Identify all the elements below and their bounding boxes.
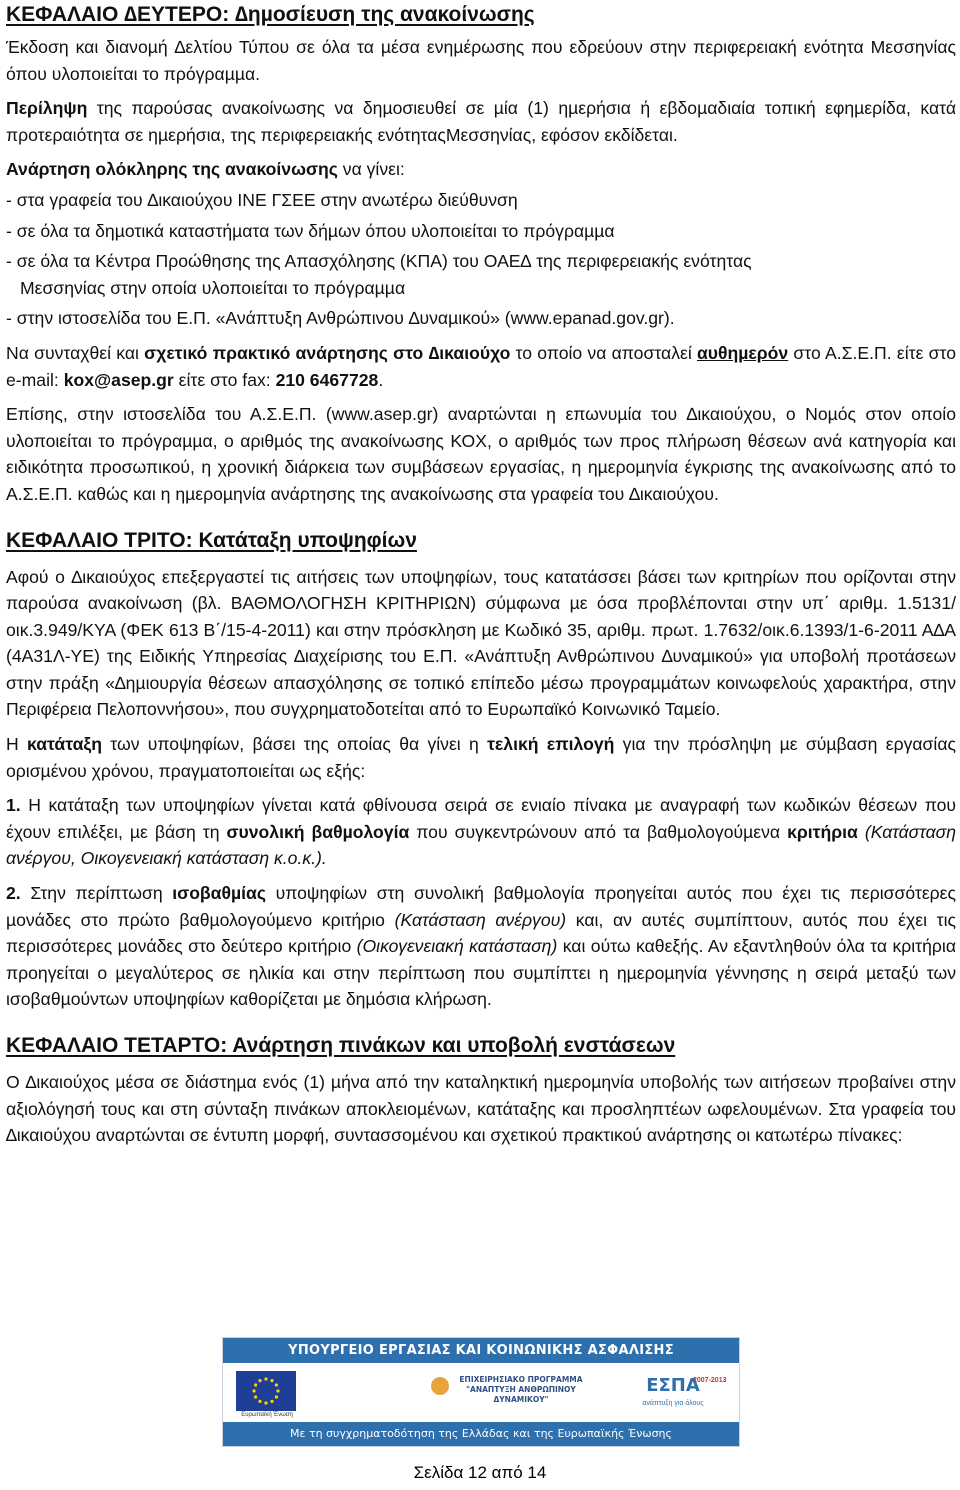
program-logo-icon <box>431 1377 449 1395</box>
section2-para-summary: Περίληψη της παρούσας ανακοίνωσης να δηµοσιευθεί σε µία (1) ηµερήσια ή εβδοµαδιαία τοπική εφηµερίδα, κατά προτεραιότητα σε ηµερήσια, της περιφερειακής ενότηταςΜεσσηνίας, εφόσον εκδίδεται. <box>6 98 956 145</box>
section2-para-posting: Ανάρτηση ολόκληρης της ανακοίνωσης να γίνει: <box>6 159 405 180</box>
eu-flag-icon <box>236 1371 296 1411</box>
program-logo-text: ΕΠΙΧΕΙΡΗΣΙΑΚΟ ΠΡΟΓΡΑΜΜΑ "ΑΝΑΠΤΥΞΗ ΑΝΘΡΩΠΙΝΟΥ ΔΥΝΑΜΙΚΟΥ" <box>459 1375 583 1404</box>
section2-para-minutes: Να συνταχθεί και σχετικό πρακτικό ανάρτησης στο ∆ικαιούχο το οποίο να αποσταλεί αυθηµερόν στο Α.Σ.Ε.Π. είτε στο e-mail: kox@asep.gr είτε στο fax: 210 6467728. <box>6 342 957 390</box>
section3-rule-1: 1. Η κατάταξη των υποψηφίων γίνεται κατά φθίνουσα σειρά σε ενιαίο πίνακα µε αναγραφή των κωδικών θέσεων που έχουν επιλέξει, µε βάση τη συνολική βαθµολογία που συγκεντρώνουν από τα βαθµολογούµενα κριτήρια (Κατάσταση ανέργου, Οικογενειακή κατάσταση κ.ο.κ.). <box>6 795 956 869</box>
cofunding-text: Με τη συγχρηματοδότηση της Ελλάδας και της Ευρωπαϊκής Ένωσης <box>223 1422 739 1446</box>
section3-rule-2: 2. Στην περίπτωση ισοβαθµίας υποψηφίων στη συνολική βαθµολογία προηγείται αυτός που έχει τις περισσότερες µονάδες στο πρώτο βαθµολογούµενο κριτήριο (Κατάσταση ανέργου) και, αν αυτές συµπίπτουν, αυτός που έχει τις περισσότερες µονάδες στο δεύτερο κριτήριο (Οικογενειακή κατάσταση) και ούτω καθεξής. Αν εξαντληθούν όλα τα κριτήρια προηγείται ο µεγαλύτερος σε ηλικία και στην περίπτωση που συµπίπτει η ηµεροµηνία γέννησης η σειρά µεταξύ των ισοβαθµούντων υποψηφίων καθορίζεται µε δηµόσια κλήρωση. <box>6 883 957 1010</box>
section2-para-asep: Επίσης, στην ιστοσελίδα του Α.Σ.Ε.Π. (www.asep.gr) αναρτώνται η επωνυµία του ∆ικαιούχου, ο Νοµός στον οποίο υλοποιείται το πρόγραµµα, ο αριθµός της ανακοίνωσης ΚΟΧ, ο αριθµός των προς πλήρωση θέσεων ανά κατηγορία και ειδικότητα προσωπικού, η χρονική διάρκεια των συµβάσεων εργασίας, η ηµεροµηνία έγκρισης της ανακοίνωσης από το Α.Σ.Ε.Π. καθώς και η ηµεροµηνία ανάρτησης της ανακοίνωσης στα γραφεία του ∆ικαιούχου. <box>6 404 956 504</box>
posting-item: - σε όλα τα δηµοτικά καταστήµατα των δήµων όπου υλοποιείται το πρόγραµµα <box>6 220 615 241</box>
section4-para-tables: Ο ∆ικαιούχος µέσα σε διάστηµα ενός (1) µήνα από την καταληκτική ηµεροµηνία υποβολής των αιτήσεων προβαίνει στην αξιολόγησή τους και στη σύνταξη πινάκων αποκλειοµένων, κατάταξης και προσληπτέων ωφελουµένων. Στα γραφεία του ∆ικαιούχου αναρτώνται σε έντυπη µορφή, συντασσοµένου και σχετικού πρακτικού ανάρτησης οι κατωτέρω πίνακες: <box>6 1072 956 1146</box>
document-page <box>6 0 956 1149</box>
fax-number: 210 6467728 <box>275 369 379 390</box>
funding-logo-banner <box>222 1337 740 1447</box>
page-number: Σελίδα 12 από 14 <box>413 1463 547 1482</box>
section4-title: ΚΕΦΑΛΑΙΟ ΤΕΤΑΡΤΟ: Ανάρτηση πινάκων και υποβολή ενστάσεων <box>6 1034 676 1057</box>
section3-para-selection: Η κατάταξη των υποψηφίων, βάσει της οποίας θα γίνει η τελική επιλογή για την πρόσληψη µε σύµβαση εργασίας ορισµένου χρόνου, πραγµατοποιείται ως εξής: <box>6 734 956 781</box>
section3-title: ΚΕΦΑΛΑΙΟ ΤΡΙΤΟ: Κατάταξη υποψηφίων <box>6 528 417 552</box>
section3-para-ranking: Αφού ο ∆ικαιούχος επεξεργαστεί τις αιτήσεις των υποψηφίων, τους κατατάσσει βάσει των κριτηρίων που ορίζονται στην παρούσα ανακοίνωση (βλ. ΒΑΘΜΟΛΟΓΗΣΗ ΚΡΙΤΗΡΙΩΝ) σύµφωνα µε όσα προβλέπονται στην υπ΄ αριθµ. 1.5131/οικ.3.949/ΚΥΑ (ΦΕΚ 613 Β΄/15-4-2011) και στην πρόσκληση µε Κωδικό 35, αριθµ. πρωτ. 1.7632/οικ.6.1393/1-6-2011 Α∆Α (4Α31Λ-ΥΕ) της Ειδικής Υπηρεσίας ∆ιαχείρισης του Ε.Π. «Ανάπτυξη Ανθρώπινου ∆υναµικού» για υποβολή προτάσεων στην πράξη «∆ηµιουργία θέσεων απασχόλησης σε τοπικό επίπεδο µέσω προγραµµάτων κοινωφελούς χαρακτήρα, στην Περιφέρεια Πελοποννήσου», που συγχρηµατοδοτείται από το Ευρωπαϊκό Κοινωνικό Ταµείο. <box>6 566 956 720</box>
posting-label: Ανάρτηση ολόκληρης της ανακοίνωσης <box>6 159 338 180</box>
email-link: kox@asep.gr <box>63 369 174 390</box>
ministry-banner-text: ΥΠΟΥΡΓΕΙΟ ΕΡΓΑΣΙΑΣ ΚΑΙ ΚΟΙΝΩΝΙΚΗΣ ΑΣΦΑΛΙΣΗΣ <box>223 1338 739 1363</box>
posting-item: - σε όλα τα Κέντρα Προώθησης της Απασχόλησης (ΚΠΑ) του ΟΑΕ∆ της περιφερειακής ενότητας <box>6 251 752 272</box>
espa-subtitle: ανάπτυξη για όλους <box>642 1400 704 1407</box>
section2-para-press-release: Έκδοση και διανοµή ∆ελτίου Τύπου σε όλα τα µέσα ενηµέρωσης που εδρεύουν στην περιφερειακή ενότητα Μεσσηνίας όπου υλοποιείται το πρόγραµµα. <box>6 37 956 84</box>
posting-item: - στην ιστοσελίδα του Ε.Π. «Ανάπτυξη Ανθρώπινου ∆υναµικού» (www.epanad.gov.gr). <box>6 308 675 329</box>
espa-logo-text: ΕΣΠΑ <box>646 1375 700 1396</box>
logo-strip <box>223 1363 739 1421</box>
espa-logo <box>615 1373 731 1415</box>
posting-item: - στα γραφεία του ∆ικαιούχου ΙΝΕ ΓΣΕΕ στην ανωτέρω διεύθυνση <box>6 189 518 210</box>
posting-item-continued: Μεσσηνίας στην οποία υλοποιείται το πρόγραµµα <box>20 277 406 298</box>
summary-label: Περίληψη <box>6 98 88 119</box>
eu-caption: Ευρωπαϊκή Ένωση <box>241 1412 293 1418</box>
section2-title: ΚΕΦΑΛΑΙΟ ∆ΕΥΤΕΡΟ: ∆ηµοσίευση της ανακοίνωσης <box>6 3 535 26</box>
espa-years: 2007-2013 <box>693 1377 727 1384</box>
